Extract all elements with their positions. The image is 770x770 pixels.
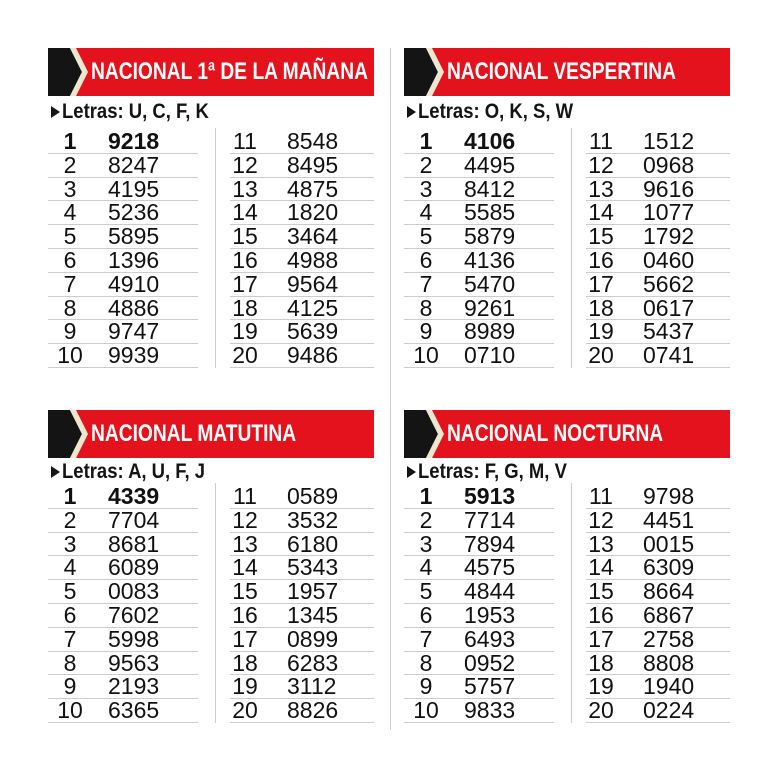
letras-line (48, 98, 374, 126)
result-row (230, 506, 374, 533)
result-number: 7704 (108, 506, 160, 533)
result-row (586, 675, 730, 699)
results-table (404, 485, 730, 723)
result-row (586, 699, 730, 723)
result-position: 1 (419, 483, 433, 509)
result-number: 8808 (643, 649, 695, 676)
result-position: 4 (419, 554, 433, 581)
result-position: 17 (588, 625, 614, 652)
panel-nacional-nocturna (404, 410, 730, 730)
result-number: 9486 (287, 342, 339, 369)
result-position: 1 (419, 128, 433, 154)
result-row (48, 625, 198, 652)
result-number: 8826 (287, 697, 339, 724)
result-row (404, 130, 554, 154)
result-number: 9747 (108, 318, 160, 345)
result-position: 20 (588, 342, 614, 369)
result-number: 8247 (108, 151, 160, 178)
result-number: 5913 (464, 483, 516, 509)
result-row (48, 649, 198, 676)
result-position: 19 (588, 673, 614, 700)
result-number: 0015 (643, 530, 695, 557)
panel-title: NACIONAL NOCTURNA (447, 420, 664, 447)
panel-header (48, 410, 374, 458)
result-number: 3112 (287, 673, 337, 700)
result-number: 0617 (643, 294, 695, 321)
result-position: 8 (63, 649, 77, 676)
result-row (230, 294, 374, 321)
result-position: 17 (588, 270, 614, 297)
panel-nacional-matutina (48, 410, 374, 730)
result-position: 13 (232, 175, 258, 202)
panel-column-divider (390, 48, 391, 730)
result-position: 18 (232, 649, 258, 676)
result-number: 8412 (464, 175, 516, 202)
result-position: 20 (232, 697, 258, 724)
triangle-right-icon (51, 466, 60, 478)
result-row (48, 175, 198, 202)
result-row (48, 344, 198, 368)
result-row (404, 201, 554, 225)
result-position: 10 (413, 697, 439, 724)
result-number: 4495 (464, 151, 516, 178)
result-row (230, 270, 374, 297)
result-row (404, 225, 554, 249)
column-divider (215, 483, 216, 723)
result-position: 17 (232, 625, 258, 652)
result-row (586, 294, 730, 321)
column-divider (571, 483, 572, 723)
result-row (586, 246, 730, 273)
result-number: 1820 (287, 199, 339, 226)
result-row (586, 225, 730, 249)
result-number: 7894 (464, 530, 516, 557)
result-number: 1345 (287, 601, 339, 628)
result-row (230, 320, 374, 344)
result-position: 9 (63, 673, 77, 700)
result-row (48, 556, 198, 580)
result-position: 5 (63, 578, 77, 605)
result-number: 0460 (643, 246, 695, 273)
triangle-right-icon (51, 106, 60, 118)
result-position: 6 (419, 246, 433, 273)
result-position: 14 (588, 199, 614, 226)
result-position: 10 (57, 342, 83, 369)
results-table (48, 485, 374, 723)
result-position: 16 (232, 601, 258, 628)
result-position: 2 (63, 151, 77, 178)
result-position: 18 (232, 294, 258, 321)
result-number: 1792 (643, 223, 695, 250)
result-position: 20 (232, 342, 258, 369)
result-number: 0968 (643, 151, 695, 178)
results-column-11-20 (586, 130, 730, 368)
letras-label: Letras: O, K, S, W (418, 100, 574, 123)
result-number: 6365 (108, 697, 160, 724)
result-position: 9 (419, 318, 433, 345)
result-number: 2193 (108, 673, 160, 700)
result-row (404, 320, 554, 344)
result-row (230, 675, 374, 699)
result-row (230, 225, 374, 249)
result-position: 13 (232, 530, 258, 557)
result-number: 4125 (287, 294, 339, 321)
result-number: 4988 (287, 246, 339, 273)
result-position: 16 (588, 601, 614, 628)
panel-header (404, 48, 730, 96)
result-position: 16 (232, 246, 258, 273)
result-row (586, 506, 730, 533)
result-row (48, 675, 198, 699)
result-position: 3 (419, 530, 433, 557)
result-number: 4844 (464, 578, 516, 605)
result-number: 5343 (287, 554, 339, 581)
result-row (586, 580, 730, 604)
result-number: 9261 (464, 294, 516, 321)
result-number: 8548 (287, 128, 339, 154)
results-column-1-10 (404, 130, 554, 368)
result-position: 13 (588, 530, 614, 557)
result-position: 7 (63, 270, 77, 297)
result-position: 11 (589, 128, 613, 154)
result-number: 5895 (108, 223, 160, 250)
result-row (230, 580, 374, 604)
result-number: 9798 (643, 483, 695, 509)
result-row (48, 270, 198, 297)
result-number: 0710 (464, 342, 516, 369)
result-number: 6493 (464, 625, 516, 652)
result-row (230, 201, 374, 225)
result-row (48, 151, 198, 178)
result-position: 10 (57, 697, 83, 724)
result-row (230, 625, 374, 652)
result-number: 5879 (464, 223, 516, 250)
result-position: 5 (63, 223, 77, 250)
panel-title: NACIONAL 1ª DE LA MAÑANA (91, 58, 368, 85)
result-row (48, 530, 198, 557)
result-number: 4875 (287, 175, 339, 202)
result-number: 5585 (464, 199, 516, 226)
result-row (48, 201, 198, 225)
result-row (230, 151, 374, 178)
results-column-11-20 (230, 130, 374, 368)
result-position: 7 (63, 625, 77, 652)
result-number: 0952 (464, 649, 516, 676)
result-number: 9564 (287, 270, 339, 297)
result-number: 0224 (643, 697, 695, 724)
result-row (404, 270, 554, 297)
result-number: 5998 (108, 625, 160, 652)
result-number: 7714 (464, 506, 516, 533)
panel-title: NACIONAL MATUTINA (91, 420, 297, 447)
result-row (404, 294, 554, 321)
result-row (48, 246, 198, 273)
panel-header (404, 410, 730, 458)
result-row (48, 294, 198, 321)
result-number: 4910 (108, 270, 160, 297)
result-position: 2 (419, 506, 433, 533)
results-column-1-10 (48, 485, 198, 723)
result-number: 8495 (287, 151, 339, 178)
result-row (48, 320, 198, 344)
result-number: 4575 (464, 554, 516, 581)
result-position: 11 (233, 483, 257, 509)
result-number: 0899 (287, 625, 339, 652)
result-position: 19 (588, 318, 614, 345)
result-number: 3464 (287, 223, 339, 250)
results-table (404, 130, 730, 368)
result-position: 15 (588, 578, 614, 605)
result-number: 5437 (643, 318, 695, 345)
result-position: 13 (588, 175, 614, 202)
result-row (48, 485, 198, 509)
result-number: 9833 (464, 697, 516, 724)
result-position: 5 (419, 578, 433, 605)
result-number: 8681 (108, 530, 160, 557)
result-position: 1 (63, 483, 77, 509)
result-position: 5 (419, 223, 433, 250)
result-position: 20 (588, 697, 614, 724)
result-position: 3 (63, 175, 77, 202)
result-position: 8 (419, 294, 433, 321)
result-row (586, 175, 730, 202)
result-row (404, 556, 554, 580)
result-row (230, 175, 374, 202)
result-position: 18 (588, 649, 614, 676)
result-number: 9939 (108, 342, 160, 369)
letras-label: Letras: U, C, F, K (62, 100, 209, 123)
result-row (230, 699, 374, 723)
column-divider (571, 128, 572, 368)
panel-nacional-vespertina (404, 48, 730, 368)
result-position: 2 (63, 506, 77, 533)
result-number: 5639 (287, 318, 339, 345)
result-position: 19 (232, 673, 258, 700)
result-row (230, 130, 374, 154)
result-row (230, 649, 374, 676)
result-number: 1957 (287, 578, 339, 605)
result-number: 5236 (108, 199, 160, 226)
result-position: 16 (588, 246, 614, 273)
result-number: 6309 (643, 554, 695, 581)
result-row (230, 485, 374, 509)
result-position: 1 (63, 128, 77, 154)
result-row (230, 344, 374, 368)
result-row (404, 649, 554, 676)
result-position: 12 (232, 506, 258, 533)
result-position: 14 (588, 554, 614, 581)
result-number: 4886 (108, 294, 160, 321)
result-position: 14 (232, 199, 258, 226)
result-position: 12 (232, 151, 258, 178)
result-number: 0741 (643, 342, 695, 369)
result-position: 7 (419, 270, 433, 297)
result-row (404, 485, 554, 509)
result-position: 4 (419, 199, 433, 226)
letras-line (404, 458, 730, 486)
result-number: 5470 (464, 270, 516, 297)
result-number: 1512 (643, 128, 695, 154)
result-number: 5757 (464, 673, 516, 700)
result-number: 9616 (643, 175, 695, 202)
result-number: 4136 (464, 246, 516, 273)
result-row (586, 270, 730, 297)
result-number: 0589 (287, 483, 339, 509)
result-position: 6 (419, 601, 433, 628)
result-row (404, 601, 554, 628)
triangle-right-icon (407, 466, 416, 478)
result-row (586, 601, 730, 628)
result-position: 2 (419, 151, 433, 178)
letras-line (48, 458, 374, 486)
result-position: 11 (589, 483, 613, 509)
result-number: 1396 (108, 246, 160, 273)
result-position: 3 (63, 530, 77, 557)
result-number: 7602 (108, 601, 160, 628)
result-position: 15 (232, 578, 258, 605)
panel-nacional-1a-de-la-manana (48, 48, 374, 368)
result-row (48, 699, 198, 723)
result-position: 8 (419, 649, 433, 676)
result-row (404, 246, 554, 273)
result-position: 9 (63, 318, 77, 345)
result-position: 4 (63, 199, 77, 226)
result-number: 4451 (643, 506, 695, 533)
result-position: 19 (232, 318, 258, 345)
results-column-1-10 (404, 485, 554, 723)
result-row (404, 625, 554, 652)
result-position: 14 (232, 554, 258, 581)
result-row (586, 344, 730, 368)
result-number: 8664 (643, 578, 695, 605)
triangle-right-icon (407, 106, 416, 118)
result-number: 2758 (643, 625, 695, 652)
result-row (586, 625, 730, 652)
result-number: 4195 (108, 175, 160, 202)
result-number: 9563 (108, 649, 160, 676)
result-row (404, 699, 554, 723)
result-position: 15 (232, 223, 258, 250)
panel-title: NACIONAL VESPERTINA (447, 58, 677, 85)
result-number: 6867 (643, 601, 695, 628)
result-position: 6 (63, 601, 77, 628)
result-row (48, 225, 198, 249)
result-number: 1940 (643, 673, 695, 700)
result-position: 18 (588, 294, 614, 321)
result-number: 5662 (643, 270, 695, 297)
result-number: 4106 (464, 128, 516, 154)
result-row (48, 130, 198, 154)
result-number: 6089 (108, 554, 160, 581)
result-position: 12 (588, 151, 614, 178)
results-table (48, 130, 374, 368)
result-position: 3 (419, 175, 433, 202)
result-row (230, 556, 374, 580)
result-row (586, 485, 730, 509)
result-row (48, 580, 198, 604)
result-row (404, 175, 554, 202)
result-number: 1953 (464, 601, 516, 628)
result-row (586, 201, 730, 225)
result-position: 10 (413, 342, 439, 369)
result-position: 4 (63, 554, 77, 581)
panel-header (48, 48, 374, 96)
result-row (586, 530, 730, 557)
results-column-1-10 (48, 130, 198, 368)
result-number: 0083 (108, 578, 160, 605)
result-row (404, 506, 554, 533)
result-number: 9218 (108, 128, 160, 154)
result-row (404, 675, 554, 699)
result-row (230, 530, 374, 557)
result-position: 6 (63, 246, 77, 273)
result-row (404, 580, 554, 604)
result-row (48, 601, 198, 628)
result-number: 4339 (108, 483, 160, 509)
result-position: 7 (419, 625, 433, 652)
result-position: 15 (588, 223, 614, 250)
result-number: 1077 (643, 199, 695, 226)
result-position: 11 (233, 128, 257, 154)
result-row (48, 506, 198, 533)
result-row (230, 601, 374, 628)
results-column-11-20 (230, 485, 374, 723)
letras-line (404, 98, 730, 126)
letras-label: Letras: A, U, F, J (62, 460, 206, 483)
result-row (230, 246, 374, 273)
results-column-11-20 (586, 485, 730, 723)
result-row (404, 530, 554, 557)
result-number: 3532 (287, 506, 339, 533)
result-number: 6283 (287, 649, 339, 676)
result-row (586, 556, 730, 580)
result-row (586, 130, 730, 154)
column-divider (215, 128, 216, 368)
result-row (404, 344, 554, 368)
result-position: 17 (232, 270, 258, 297)
result-row (586, 151, 730, 178)
letras-label: Letras: F, G, M, V (418, 460, 567, 483)
result-number: 8989 (464, 318, 516, 345)
result-row (586, 649, 730, 676)
result-position: 9 (419, 673, 433, 700)
result-row (404, 151, 554, 178)
result-position: 8 (63, 294, 77, 321)
result-position: 12 (588, 506, 614, 533)
result-row (586, 320, 730, 344)
result-number: 6180 (287, 530, 339, 557)
